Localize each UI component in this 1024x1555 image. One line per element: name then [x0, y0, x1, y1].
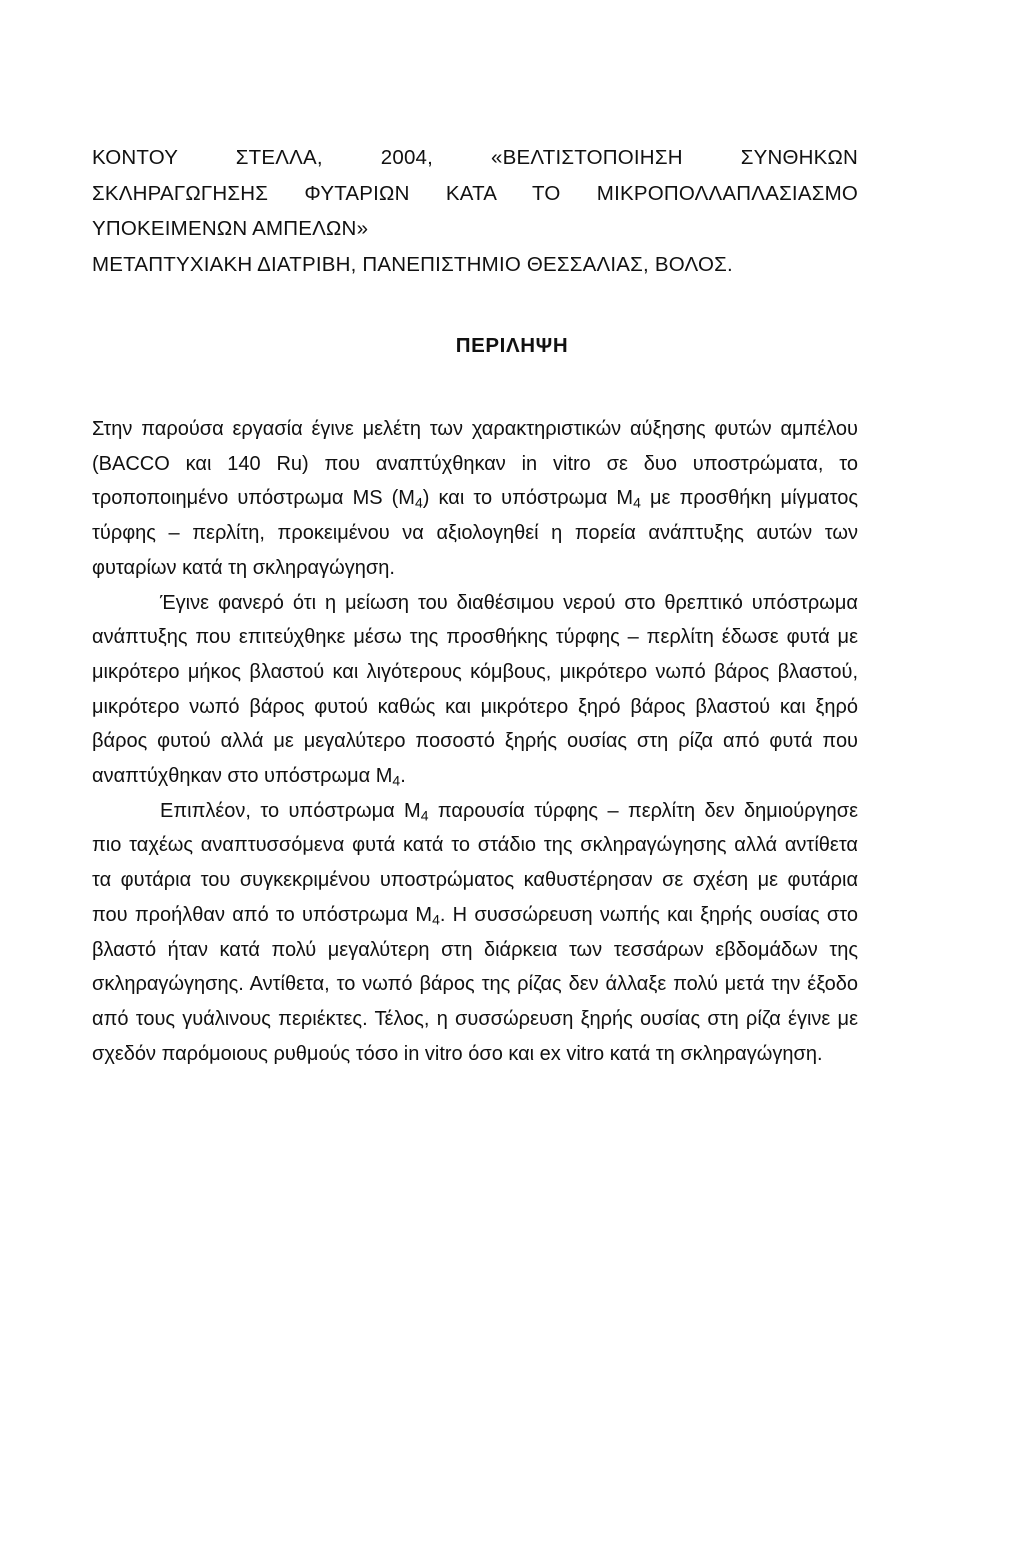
abstract-paragraph-3: Επιπλέον, το υπόστρωμα $M_4$ παρουσία τύρφης – περλίτη δεν δημιούργησε πιο ταχέως αναπτυσσόμενα φυτά κατά το στάδιο της σκληραγώγησης αλλά αντίθετα τα φυτάρια του συγκεκριμένου υποστρώματος καθυστέρησαν σε σχέση με φυτάρια που προήλθαν από το υπόστρωμα $M_4$. Η συσσώρευση νωπής και ξηρής ουσίας στο βλαστό ήταν κατά πολύ μεγαλύτερη στη διάρκεια των τεσσάρων εβδομάδων της σκληραγώγησης. Αντίθετα, το νωπό βάρος της ρίζας δεν άλλαξε πολύ μετά την έξοδο από τους γυάλινους περιέκτες. Τέλος, η συσσώρευση ξηρής ουσίας στη ρίζα έγινε με σχεδόν παρόμοιους ρυθμούς τόσο in vitro όσο και ex vitro κατά τη σκληραγώγηση.: [92, 799, 858, 1065]
abstract-paragraph-1: Στην παρούσα εργασία έγινε μελέτη των χαρακτηριστικών αύξησης φυτών αμπέλου (BACCO και 140 Ru) που αναπτύχθηκαν in vitro σε δυο υποστρώματα, το τροποποιημένο υπόστρωμα MS $(M_4)$ και το υπόστρωμα $M_4$ με προσθήκη μίγματος τύρφης – περλίτη, προκειμένου να αξιολογηθεί η πορεία ανάπτυξης αυτών των φυταρίων κατά τη σκληραγώγηση.: [92, 418, 858, 579]
abstract-body: [92, 412, 858, 1071]
abstract-paragraph-2: Έγινε φανερό ότι η μείωση του διαθέσιμου νερού στο θρεπτικό υπόστρωμα ανάπτυξης που επιτεύχθηκε μέσω της προσθήκης τύρφης – περλίτη έδωσε φυτά με μικρότερο μήκος βλαστού και λιγότερους κόμβους, μικρότερο νωπό βάρος βλαστού, μικρότερο νωπό βάρος φυτού καθώς και μικρότερο ξηρό βάρος βλαστού και ξηρό βάρος φυτού αλλά με μεγαλύτερο ποσοστό ξηρής ουσίας στη ρίζα από φυτά που αναπτύχθηκαν στο υπόστρωμα $M_4$.: [92, 591, 858, 789]
citation-line-3: ΥΠΟΚΕΙΜΕΝΩΝ ΑΜΠΕΛΩΝ»: [92, 217, 369, 241]
citation-line-4: ΜΕΤΑΠΤΥΧΙΑΚΗ ΔΙΑΤΡΙΒΗ, ΠΑΝΕΠΙΣΤΗΜΙΟ ΘΕΣΣΑΛΙΑΣ, ΒΟΛΟΣ.: [92, 252, 733, 276]
citation-header: [92, 140, 858, 282]
abstract-title: ΠΕΡΙΛΗΨΗ: [455, 334, 569, 357]
citation-line-2: ΣΚΛΗΡΑΓΩΓΗΣΗΣ ΦΥΤΑΡΙΩΝ ΚΑΤΑ ΤΟ ΜΙΚΡΟΠΟΛΛΑΠΛΑΣΙΑΣΜΟ: [92, 181, 858, 205]
citation-line-1: ΚΟΝΤΟΥ ΣΤΕΛΛΑ, 2004, «ΒΕΛΤΙΣΤΟΠΟΙΗΣΗ ΣΥΝΘΗΚΩΝ: [92, 146, 858, 169]
